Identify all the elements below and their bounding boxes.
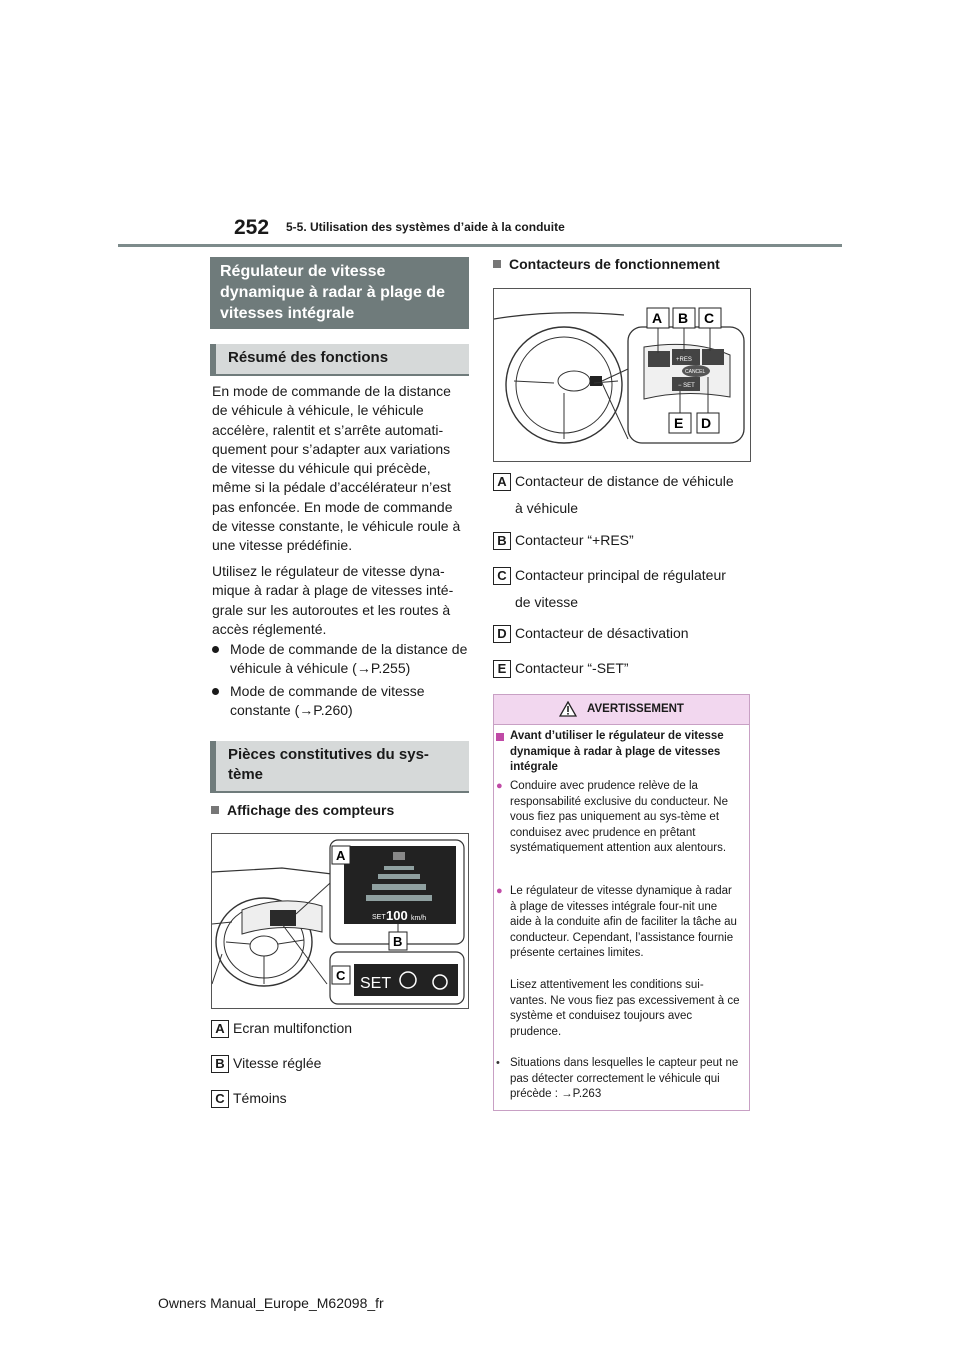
callout-c-left: C Témoins [211,1089,287,1108]
heading-meter-display: Affichage des compteurs [211,802,394,818]
warning-item-2b: Lisez attentivement les conditions sui-vantes. Ne vous fiez pas excessivement à ce système et conduisez toujours avec prudence. [510,979,740,1038]
fig1-label-a: A [336,848,346,863]
switch-res-label: +RES [676,357,692,363]
warning-dot-icon: • [496,1057,500,1069]
subhead-summary: Résumé des fonctions [210,344,469,376]
callout-b-left: B Vitesse réglée [211,1054,321,1073]
callout-b-right: B Contacteur “+RES” [493,531,634,550]
display-set-indicator: SET [360,975,392,992]
warning-bullet-icon: ● [496,780,503,792]
display-set-small: SET [372,914,386,921]
warning-header: AVERTISSEMENT [494,695,749,725]
dashboard-illustration [212,834,468,1008]
warning-bullet-icon: ● [496,885,503,897]
bullet-dot [212,646,219,653]
callout-a-right: A Contacteur de distance de véhicule à véhicule [493,472,734,518]
section-banner: Régulateur de vitesse dynamique à radar à plage de vitesses intégrale [210,257,469,329]
paragraph-usage: Utilisez le régulateur de vitesse dyna-mique à radar à plage de vitesses inté-grale sur les autoroutes et les routes à accès réglementé. [212,563,454,637]
warning-box [493,694,750,1111]
paragraph-intro: En mode de commande de la distance de véhicule à véhicule, le véhicule accélère, ralentit et s’arrête automati-quement pour s’adapter aux variations de vitesse du véhicule qui précède, même si la pédale d’accélérateur n’est pas enfoncée. En mode de commande de vitesse constante, le véhicule roule à une vitesse prédéfinie. [212,383,461,554]
bullet-dot [212,688,219,695]
figure-meter-display [211,833,469,1009]
footer-doc-id: Owners Manual_Europe_M62098_fr [158,1295,384,1311]
bullet-constant-mode: Mode de commande de vitesse constante (→P.260) [212,682,468,721]
switch-cancel-label: CANCEL [685,369,706,375]
fig2-label-b: B [678,310,689,326]
chapter-title: 5-5. Utilisation des systèmes d’aide à la conduite [286,220,565,234]
warning-square-icon [496,733,504,741]
warning-heading: Avant d’utiliser le régulateur de vitesse dynamique à radar à plage de vitesses intégrale [510,730,724,774]
warning-item-3: Situations dans lesquelles le capteur peut ne pas détecter correctement le véhicule qui précède : →P.263 [510,1057,739,1101]
bullet-distance-mode: Mode de commande de la distance de véhicule à véhicule (→P.255) [212,640,468,679]
fig2-label-c: C [704,310,715,326]
callout-c-right: C Contacteur principal de régulateur de vitesse [493,566,726,612]
page-number: 252 [234,216,270,239]
steering-switches-illustration [494,289,750,461]
fig1-label-b: B [393,934,403,949]
display-speed: 100 [386,908,408,923]
square-marker-icon [493,260,501,268]
callout-d-right: D Contacteur de désactivation [493,624,689,643]
warning-item-1: Conduire avec prudence relève de la responsabilité exclusive du conducteur. Ne vous fiez pas uniquement au sys-tème et conduisez avec prudence en prêtant systématiquement attention aux alentours. [510,780,728,855]
square-marker-icon [211,806,219,814]
figure-switches [493,288,751,462]
subhead-components: Pièces constitutives du sys-tème [210,741,469,793]
display-unit: km/h [411,915,427,922]
callout-e-right: E Contacteur “-SET” [493,659,629,678]
fig2-label-e: E [674,415,684,431]
fig2-label-a: A [652,310,663,326]
header-rule [118,244,842,247]
fig2-label-d: D [701,415,712,431]
switch-set-label: − SET [678,383,695,389]
heading-switches: Contacteurs de fonctionnement [493,256,720,272]
fig1-label-c: C [336,968,346,983]
warning-triangle-icon [559,701,577,717]
warning-item-2a: Le régulateur de vitesse dynamique à radar à plage de vitesses intégrale four-nit une aide à la conduite afin de faciliter la tâche au conducteur. Cependant, l’assistance fournie présente certaines limites. [510,885,737,960]
callout-a-left: A Ecran multifonction [211,1019,352,1038]
